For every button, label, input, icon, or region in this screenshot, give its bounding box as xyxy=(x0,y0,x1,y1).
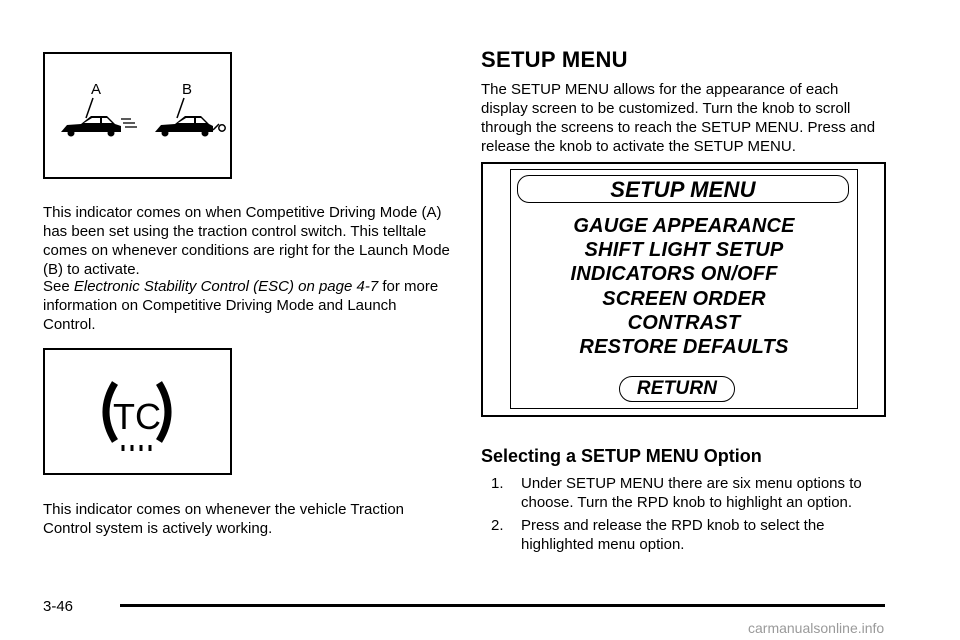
menu-title: SETUP MENU xyxy=(610,177,756,202)
traction-control-icon xyxy=(45,350,230,473)
tc-text: TC xyxy=(113,396,161,437)
traction-control-paragraph xyxy=(43,500,453,538)
setup-menu-heading: SETUP MENU xyxy=(481,47,628,72)
see-also-rest: for more information on Competitive Driving Mode and Launch Control. xyxy=(43,278,439,333)
menu-return-button[interactable] xyxy=(619,376,735,402)
see-text: See xyxy=(43,278,70,295)
step-2-text: Press and release the RPD knob to select the highlighted menu option. xyxy=(521,517,825,553)
menu-item-gauge-appearance[interactable]: GAUGE APPEARANCE xyxy=(573,215,795,237)
menu-item-indicators-on-off[interactable]: INDICATORS ON/OFF xyxy=(570,263,778,285)
selecting-option-heading: Selecting a SETUP MENU Option xyxy=(481,446,762,466)
menu-item-shift-light-setup[interactable]: SHIFT LIGHT SETUP xyxy=(584,239,784,261)
indicator-figure-a-b xyxy=(43,52,232,179)
menu-item-screen-order[interactable]: SCREEN ORDER xyxy=(602,288,766,310)
launch-mode-car-icon xyxy=(155,98,225,137)
step-1-number: 1. xyxy=(491,475,504,492)
menu-return-label: RETURN xyxy=(636,378,718,399)
traction-control-figure xyxy=(43,348,232,475)
step-1-text: Under SETUP MENU there are six menu options to choose. Turn the RPD knob to highlight an option. xyxy=(521,475,862,511)
step-1 xyxy=(491,474,901,514)
step-2-number: 2. xyxy=(491,517,504,534)
menu-item-restore-defaults[interactable]: RESTORE DEFAULTS xyxy=(579,336,789,358)
setup-menu-text: The SETUP MENU allows for the appearance of each display screen to be customized. Turn the knob to scroll through the screens to reach the SETUP MENU. Press and release the knob to activate the SETUP MENU. xyxy=(481,81,876,155)
setup-menu-screen-inner xyxy=(510,169,858,409)
menu-title-bar xyxy=(517,175,849,203)
menu-item-contrast[interactable]: CONTRAST xyxy=(627,312,741,334)
page-number: 3-46 xyxy=(43,598,74,615)
setup-menu-screen-figure xyxy=(481,162,886,417)
step-2 xyxy=(491,516,901,556)
competitive-driving-car-icon xyxy=(61,98,137,137)
esc-page-link[interactable]: Electronic Stability Control (ESC) on page 4-7 xyxy=(73,278,379,295)
indicator-figure-a-b-art xyxy=(45,54,230,177)
see-also-paragraph xyxy=(43,277,453,334)
competitive-driving-paragraph xyxy=(43,203,453,279)
label-a: A xyxy=(91,81,102,98)
setup-menu-paragraph xyxy=(481,80,887,156)
label-b: B xyxy=(182,81,193,98)
competitive-driving-text: This indicator comes on when Competitive Driving Mode (A) has been set using the traction control switch. This telltale comes on whenever conditions are right for the Launch Mode (B) to activate. xyxy=(43,204,450,278)
traction-control-text: This indicator comes on whenever the vehicle Traction Control system is actively working. xyxy=(43,501,405,537)
watermark: carmanualsonline.info xyxy=(748,620,885,636)
footer-rule xyxy=(120,604,885,607)
